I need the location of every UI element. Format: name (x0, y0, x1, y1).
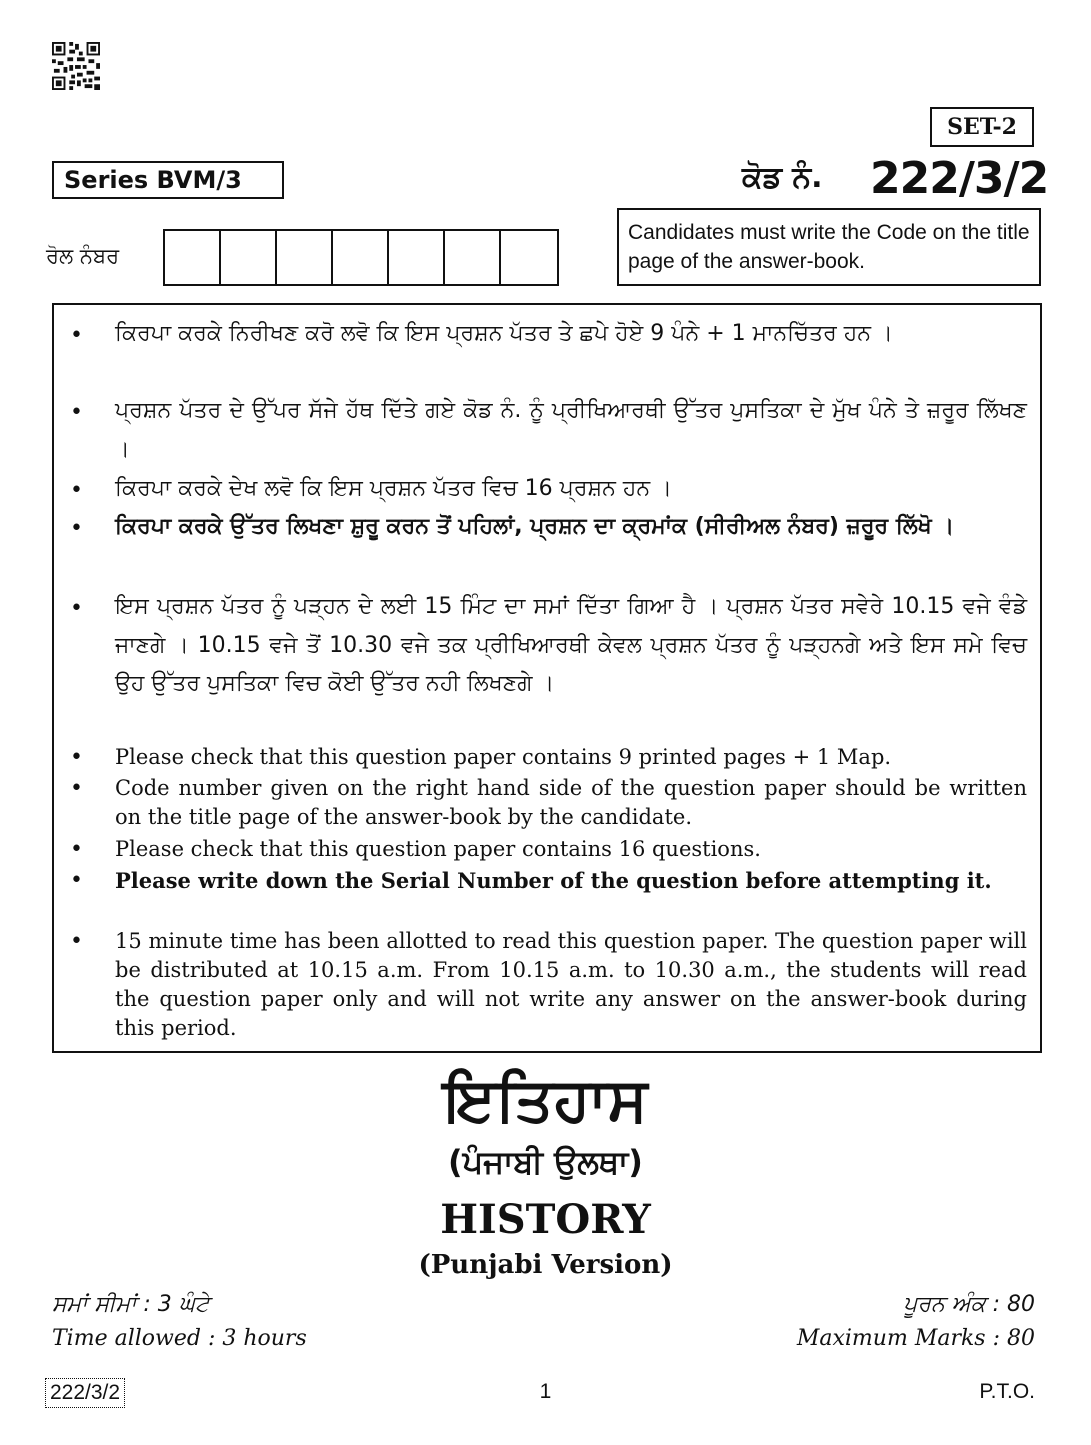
bullet-icon: • (70, 776, 83, 801)
bullet-icon: • (70, 837, 83, 862)
time-allowed-punjabi: ਸਮਾਂ ਸੀਮਾਂ : 3 ਘੰਟੇ (52, 1292, 210, 1317)
roll-number-cell[interactable] (333, 231, 389, 284)
roll-number-cell[interactable] (277, 231, 333, 284)
instructions-box (52, 303, 1042, 1053)
qr-code-icon (52, 42, 100, 90)
instruction-en-2: Code number given on the right hand side of the question paper should be written on the title page of the answer-book by the candidate. (115, 776, 1027, 829)
instruction-en-5: 15 minute time has been allotted to read this question paper. The question paper will be distributed at 10.15 a.m. From 10.15 a.m. to 10.30 a.m., the students will read the question paper only and will not write any answer on the answer-book during this period. (115, 929, 1027, 1040)
maximum-marks-punjabi: ਪੂਰਨ ਅੰਕ : 80 (903, 1292, 1035, 1317)
instruction-pa-4: ਕਿਰਪਾ ਕਰਕੇ ਉੱਤਰ ਲਿਖਣਾ ਸ਼ੁਰੂ ਕਰਨ ਤੋਂ ਪਹਿਲਾਂ, ਪ੍ਰਸ਼ਨ ਦਾ ਕ੍ਰਮਾਂਕ (ਸੀਰੀਅਲ ਨੰਬਰ) ਜ਼ਰੂਰ ਲਿੱਖੋ । (115, 514, 955, 539)
roll-number-boxes[interactable] (163, 229, 559, 286)
bullet-icon: • (70, 868, 83, 893)
bullet-icon: • (70, 929, 83, 954)
footer-code: 222/3/2 (45, 1378, 125, 1408)
instruction-pa-5: ਇਸ ਪ੍ਰਸ਼ਨ ਪੱਤਰ ਨੂੰ ਪੜ੍ਹਨ ਦੇ ਲਈ 15 ਮਿੰਟ ਦਾ ਸਮਾਂ ਦਿੱਤਾ ਗਿਆ ਹੈ । ਪ੍ਰਸ਼ਨ ਪੱਤਰ ਸਵੇਰੇ 10.15 ਵਜੇ ਵੰਡੇ ਜਾਣਗੇ । 10.15 ਵਜੇ ਤੋਂ 10.30 ਵਜੇ ਤਕ ਪ੍ਰੀਖਿਆਰਥੀ ਕੇਵਲ ਪ੍ਰਸ਼ਨ ਪੱਤਰ ਨੂੰ ਪੜ੍ਹਨਗੇ ਅਤੇ ਇਸ ਸਮੇ ਵਿਚ ਉਹ ਉੱਤਰ ਪੁਸਤਿਕਾ ਵਿਚ ਕੋਈ ਉੱਤਰ ਨਹੀ ਲਿਖਣਗੇ । (115, 594, 1027, 696)
roll-number-cell[interactable] (221, 231, 277, 284)
bullet-icon: • (70, 516, 83, 541)
bullet-icon: • (70, 596, 83, 621)
code-number: 222/3/2 (870, 153, 1049, 204)
instruction-en-4: Please write down the Serial Number of the question before attempting it. (115, 868, 992, 893)
subject-subtitle-punjabi: (ਪੰਜਾਬੀ ਉਲਥਾ) (448, 1143, 643, 1181)
bullet-icon: • (70, 745, 83, 770)
bullet-icon: • (70, 478, 83, 503)
time-allowed-english: Time allowed : 3 hours (52, 1326, 307, 1351)
instruction-pa-3: ਕਿਰਪਾ ਕਰਕੇ ਦੇਖ ਲਵੋ ਕਿ ਇਸ ਪ੍ਰਸ਼ਨ ਪੱਤਰ ਵਿਚ 16 ਪ੍ਰਸ਼ਨ ਹਨ । (115, 476, 672, 501)
maximum-marks-english: Maximum Marks : 80 (796, 1326, 1035, 1351)
subject-subtitle-english: (Punjabi Version) (418, 1250, 673, 1280)
roll-number-cell[interactable] (501, 231, 557, 284)
instruction-en-3: Please check that this question paper contains 16 questions. (115, 837, 761, 861)
series-label: Series BVM/3 (52, 161, 284, 199)
page-number: 1 (539, 1380, 552, 1403)
instruction-en-1: Please check that this question paper contains 9 printed pages + 1 Map. (115, 745, 892, 769)
instruction-pa-1: ਕਿਰਪਾ ਕਰਕੇ ਨਿਰੀਖਣ ਕਰੋ ਲਵੋ ਕਿ ਇਸ ਪ੍ਰਸ਼ਨ ਪੱਤਰ ਤੇ ਛਪੇ ਹੋਏ 9 ਪੰਨੇ + 1 ਮਾਨਚਿੱਤਰ ਹਨ । (115, 321, 893, 346)
set-number-badge: SET-2 (930, 107, 1034, 147)
subject-title-english: HISTORY (440, 1196, 651, 1243)
subject-title-punjabi: ਇਤਿਹਾਸ (443, 1065, 648, 1135)
code-label: ਕੋਡ ਨੰ. (742, 160, 823, 195)
roll-number-cell[interactable] (165, 231, 221, 284)
bullet-icon: • (70, 400, 83, 425)
pto-label: P.T.O. (979, 1380, 1035, 1403)
roll-number-cell[interactable] (389, 231, 445, 284)
bullet-icon: • (70, 323, 83, 348)
roll-number-label: ਰੋਲ ਨੰਬਰ (46, 244, 120, 268)
roll-number-cell[interactable] (445, 231, 501, 284)
instruction-pa-2: ਪ੍ਰਸ਼ਨ ਪੱਤਰ ਦੇ ਉੱਪਰ ਸੱਜੇ ਹੱਥ ਦਿੱਤੇ ਗਏ ਕੋਡ ਨੰ. ਨੂੰ ਪ੍ਰੀਖਿਆਰਥੀ ਉੱਤਰ ਪੁਸਤਿਕਾ ਦੇ ਮੁੱਖ ਪੰਨੇ ਤੇ ਜ਼ਰੂਰ ਲਿੱਖਣ । (115, 398, 1027, 462)
candidate-note: Candidates must write the Code on the title page of the answer-book. (617, 208, 1041, 286)
